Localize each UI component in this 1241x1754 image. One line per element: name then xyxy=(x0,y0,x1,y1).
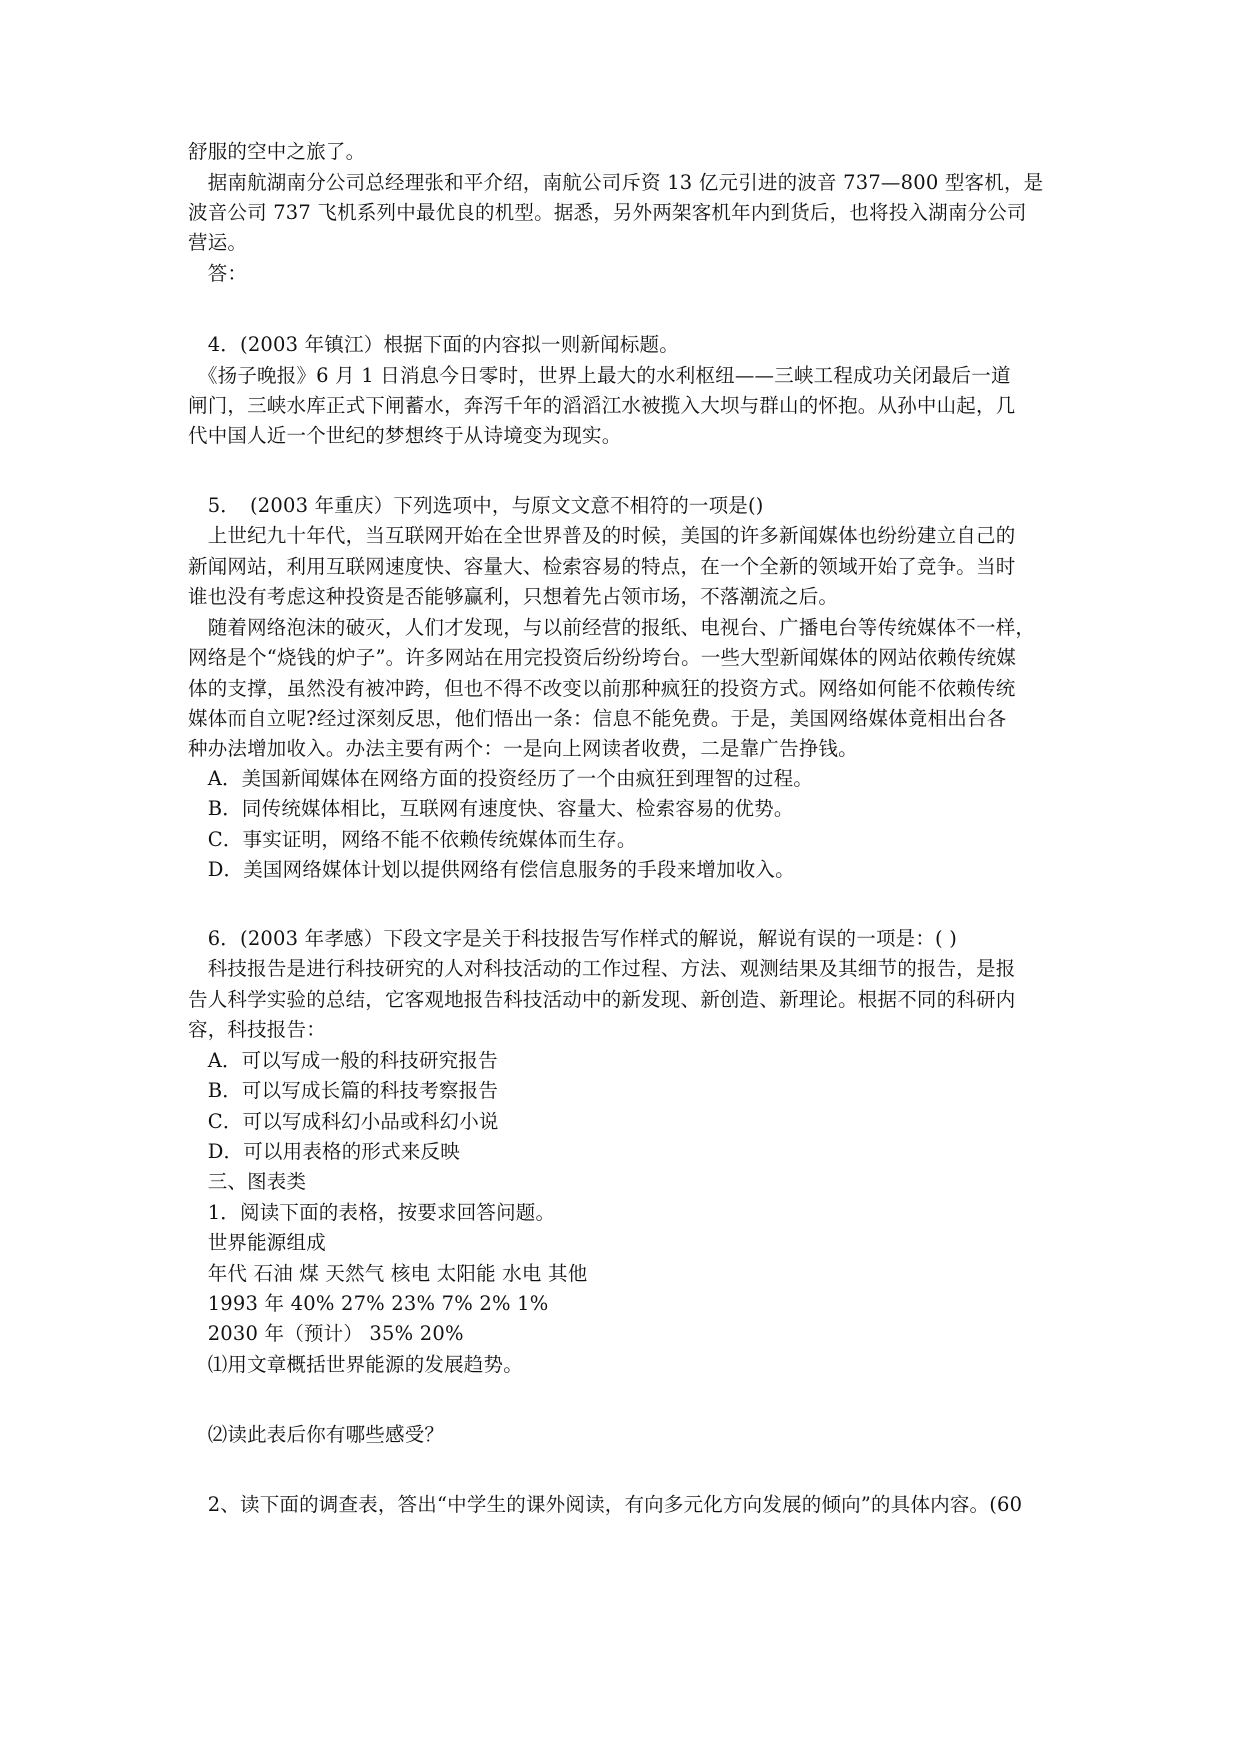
text-line: 告人科学实验的总结，它客观地报告科技活动中的新发现、新创造、新理论。根据不同的科研内 xyxy=(188,988,1016,1011)
table-header: 年代 石油 煤 天然气 核电 太阳能 水电 其他 xyxy=(188,1262,588,1285)
text-line: 体的支撑，虽然没有被冲跨，但也不得不改变以前那种疯狂的投资方式。网络如何能不依赖传统 xyxy=(188,677,1016,700)
text-line: 种办法增加收入。办法主要有两个：一是向上网读者收费，二是靠广告挣钱。 xyxy=(188,737,858,760)
option-c: C．事实证明，网络不能不依赖传统媒体而生存。 xyxy=(188,828,637,851)
text-line: 营运。 xyxy=(188,231,248,254)
text-line: 闸门，三峡水库正式下闸蓄水，奔泻千年的滔滔江水被揽入大坝与群山的怀抱。从孙中山起，几 xyxy=(188,394,1016,417)
text-line: 科技报告是进行科技研究的人对科技活动的工作过程、方法、观测结果及其细节的报告，是报 xyxy=(188,957,1016,980)
text-line: ⑵读此表后你有哪些感受？ xyxy=(188,1423,445,1446)
text-line: 新闻网站，利用互联网速度快、容量大、检索容易的特点，在一个全新的领域开始了竞争。当时 xyxy=(188,555,1016,578)
option-b: B．同传统媒体相比，互联网有速度快、容量大、检索容易的优势。 xyxy=(188,797,794,820)
text-line: 答： xyxy=(188,262,248,285)
option-a: A．可以写成一般的科技研究报告 xyxy=(188,1049,498,1072)
text-line: 容，科技报告： xyxy=(188,1018,326,1041)
text-line: 谁也没有考虑这种投资是否能够赢利，只想着先占领市场，不落潮流之后。 xyxy=(188,585,839,608)
text-line: 2、读下面的调查表，答出“中学生的课外阅读，有向多元化方向发展的倾向”的具体内容。(60 xyxy=(188,1493,1023,1516)
text-line: 上世纪九十年代，当互联网开始在全世界普及的时候，美国的许多新闻媒体也纷纷建立自己的 xyxy=(188,524,1016,547)
text-line: 网络是个“烧钱的炉子”。许多网站在用完投资后纷纷垮台。一些大型新闻媒体的网站依赖传统媒 xyxy=(188,646,1017,669)
text-line: 《扬子晚报》6 月 1 日消息今日零时，世界上最大的水利枢纽——三峡工程成功关闭最后一道 xyxy=(188,364,1011,387)
text-line: 波音公司 737 飞机系列中最优良的机型。据悉，另外两架客机年内到货后，也将投入湖南分公司 xyxy=(188,201,1027,224)
text-line: 媒体而自立呢?经过深刻反思，他们悟出一条：信息不能免费。于是，美国网络媒体竟相出台各 xyxy=(188,707,1007,730)
text-line: 6．(2003 年孝感）下段文字是关于科技报告写作样式的解说，解说有误的一项是：( ) xyxy=(188,927,958,950)
option-d: D．可以用表格的形式来反映 xyxy=(188,1140,460,1163)
option-a: A．美国新闻媒体在网络方面的投资经历了一个由疯狂到理智的过程。 xyxy=(188,767,813,790)
option-b: B．可以写成长篇的科技考察报告 xyxy=(188,1079,499,1102)
text-line: 据南航湖南分公司总经理张和平介绍，南航公司斥资 13 亿元引进的波音 737—800 型客机，是 xyxy=(188,171,1044,194)
text-line: 1．阅读下面的表格，按要求回答问题。 xyxy=(188,1201,556,1224)
text-line: 随着网络泡沫的破灭，人们才发现，与以前经营的报纸、电视台、广播电台等传统媒体不一样， xyxy=(188,616,1036,639)
text-line: ⑴用文章概括世界能源的发展趋势。 xyxy=(188,1353,523,1376)
section-heading: 三、图表类 xyxy=(188,1170,307,1193)
text-line: 舒服的空中之旅了。 xyxy=(188,140,366,163)
table-row: 2030 年（预计） 35% 20% xyxy=(188,1322,464,1345)
table-title: 世界能源组成 xyxy=(188,1231,326,1254)
text-line: 5． (2003 年重庆）下列选项中，与原文文意不相符的一项是() xyxy=(188,494,764,517)
option-c: C．可以写成科幻小品或科幻小说 xyxy=(188,1110,499,1133)
text-line: 代中国人近一个世纪的梦想终于从诗境变为现实。 xyxy=(188,424,622,447)
option-d: D．美国网络媒体计划以提供网络有偿信息服务的手段来增加收入。 xyxy=(188,858,795,881)
text-line: 4．(2003 年镇江）根据下面的内容拟一则新闻标题。 xyxy=(188,333,679,356)
table-row: 1993 年 40% 27% 23% 7% 2% 1% xyxy=(188,1292,549,1315)
